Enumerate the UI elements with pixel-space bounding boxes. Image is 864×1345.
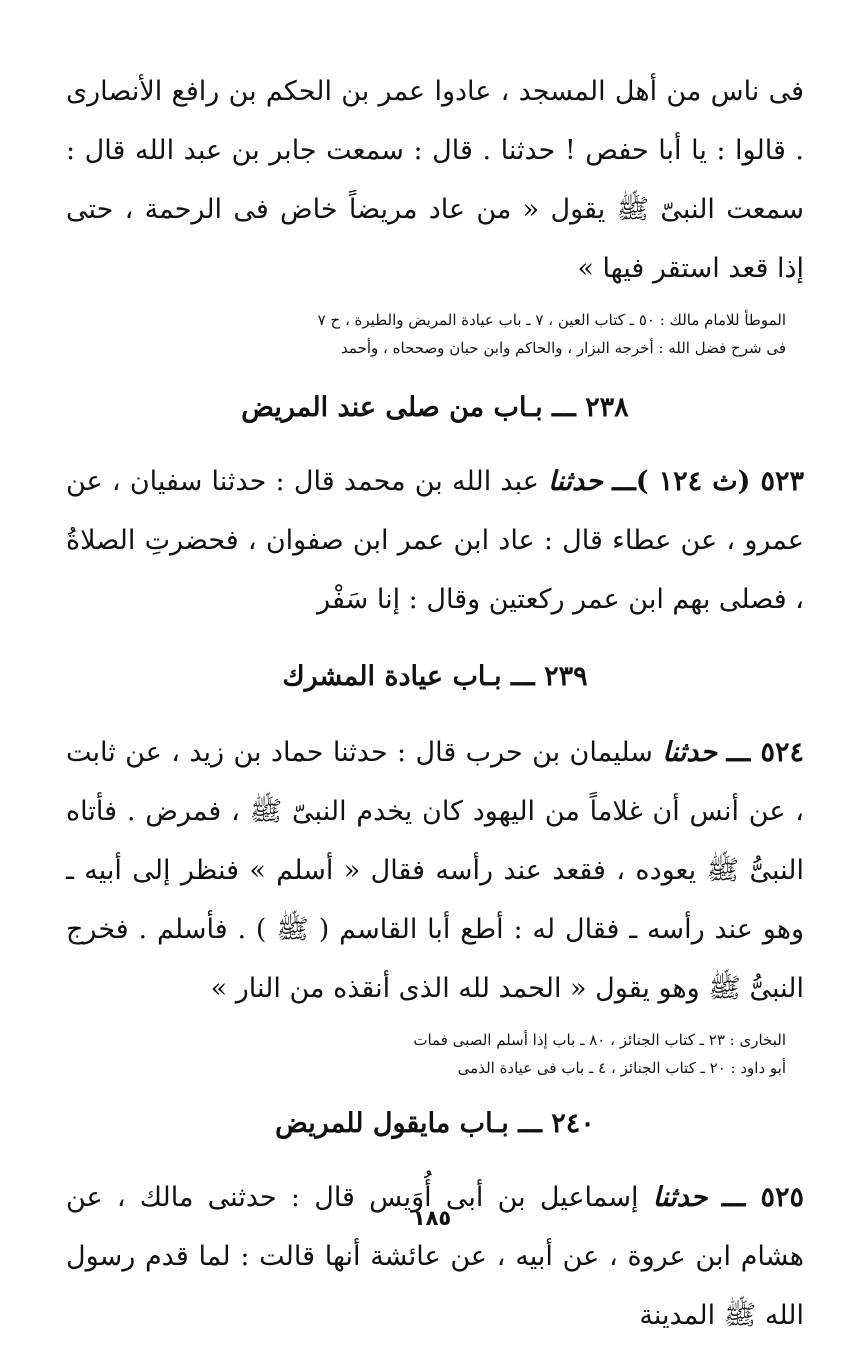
section-238-bab: بـاب (493, 392, 543, 423)
hadith-523-number: ٥٢٣ (ث ١٢٤ )ـــ (612, 466, 804, 497)
section-238-heading (66, 378, 804, 438)
section-238-title: من صلى عند المريض (241, 392, 485, 423)
hadith-525-keyword: حدثنا (652, 1182, 708, 1213)
hadith-524 (66, 723, 804, 1018)
section-239-number: ٢٣٩ ـــ (510, 661, 588, 692)
footnote-1-line-2: فى شرح فضل الله : أخرجه البزار ، والحاكم وابن حبان وصححاه ، وأحمد (341, 339, 786, 357)
continuation-text: فى ناس من أهل المسجد ، عادوا عمر بن الحكم بن رافع الأنصارى . قالوا : يا أبا حفص ! حدثنا . قال : سمعت جابر بن عبد الله قال : سمعت النبىّ ﷺ يقول « من عاد مريضاً خاض فى الرحمة ، حتى إذا قعد استقر فيها » (66, 76, 804, 284)
footnote-2-line-1: البخارى : ٢٣ ـ كتاب الجنائز ، ٨٠ ـ باب إذا أسلم الصبى فمات (413, 1031, 786, 1049)
section-240-number: ٢٤٠ ـــ (518, 1108, 595, 1139)
hadith-525 (66, 1168, 804, 1345)
page-number: ١٨٥ (412, 1206, 452, 1230)
footnote-2-line-2: أبو داود : ٢٠ ـ كتاب الجنائز ، ٤ ـ باب فى عيادة الذمى (457, 1059, 786, 1077)
hadith-524-text: سليمان بن حرب قال : حدثنا حماد بن زيد ، عن ثابت ، عن أنس أن غلاماً من اليهود كان يخدم النبىّ ﷺ ، فمرض . فأتاه النبىُّ ﷺ يعوده ، فقعد عند رأسه فقال « أسلم » فنظر إلى أبيه ـ وهو عند رأسه ـ فقال له : أطع أبا القاسم ( ﷺ ) . فأسلم . فخرج النبىُّ ﷺ وهو يقول « الحمد لله الذى أنقذه من النار » (66, 737, 804, 1004)
hadith-523-text: عبد الله بن محمد قال : حدثنا سفيان ، عن عمرو ، عن عطاء قال : عاد ابن عمر ابن صفوان ، فحضرتِ الصلاةُ ، فصلى بهم ابن عمر ركعتين وقال : إنا سَفْر (66, 466, 804, 615)
footnote-1-line-1: الموطأ للامام مالك : ٥٠ ـ كتاب العين ، ٧ ـ باب عيادة المريض والطيرة ، ح ٧ (317, 311, 786, 329)
section-240-bab: بـاب (459, 1108, 509, 1139)
section-240-title: مايقول للمريض (275, 1108, 451, 1139)
section-239-heading (66, 647, 804, 707)
section-239-bab: بـاب (452, 661, 502, 692)
footnote-1 (66, 306, 804, 362)
hadith-524-number: ٥٢٤ ـــ (726, 737, 804, 768)
footnote-2 (66, 1026, 804, 1082)
page-body (66, 62, 804, 1345)
section-238-number: ٢٣٨ ـــ (552, 392, 629, 423)
hadith-524-keyword: حدثنا (662, 737, 718, 768)
hadith-525-number: ٥٢٥ ـــ (721, 1182, 804, 1213)
hadith-523-keyword: حدثنا (548, 466, 603, 497)
continuation-paragraph (66, 62, 804, 298)
hadith-525-text: إسماعيل بن أبى أُوَيس قال : حدثنى مالك ، عن هشام ابن عروة ، عن أبيه ، عن عائشة أنها قالت : لما قدم رسول الله ﷺ المدينة (66, 1182, 804, 1331)
section-239-title: عيادة المشرك (282, 661, 444, 692)
section-240-heading (66, 1094, 804, 1154)
hadith-523 (66, 452, 804, 629)
